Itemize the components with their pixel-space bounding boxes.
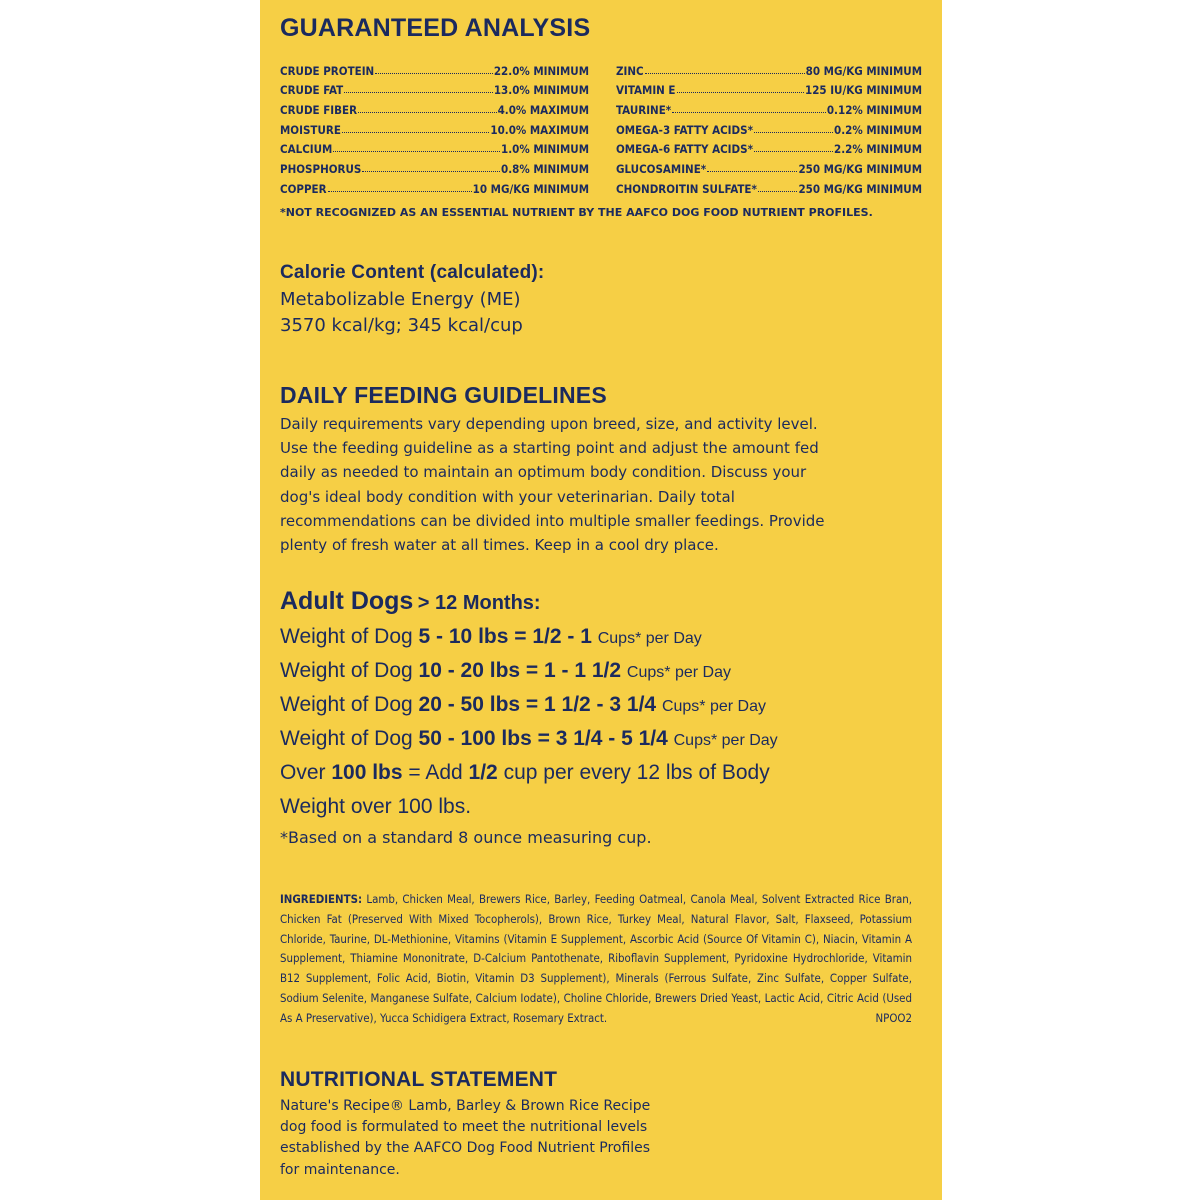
product-code: NPOO2 (875, 1010, 912, 1025)
feeding-row-range: 20 - 50 lbs = 1 1/2 - 3 1/4 (418, 693, 657, 716)
feeding-row-prefix: Weight of Dog (280, 625, 419, 648)
analysis-value: 10 MG/KG MINIMUM (472, 181, 589, 196)
analysis-value: 80 MG/KG MINIMUM (805, 63, 922, 78)
analysis-row (280, 137, 589, 157)
analysis-label: OMEGA-3 FATTY ACIDS* (616, 122, 753, 137)
dot-leader (707, 171, 797, 172)
analysis-row (616, 137, 922, 157)
feeding-row (280, 693, 766, 717)
analysis-value: 0.8% MINIMUM (501, 162, 589, 177)
nutritional-title: NUTRITIONAL STATEMENT (280, 1068, 558, 1091)
analysis-label: VITAMIN E (616, 83, 676, 98)
analysis-value: 13.0% MINIMUM (493, 83, 589, 98)
analysis-row (616, 176, 922, 196)
adult-dogs-heading: Adult Dogs (280, 587, 414, 615)
analysis-label: CHONDROITIN SULFATE* (616, 181, 757, 196)
analysis-label: OMEGA-6 FATTY ACIDS* (616, 142, 753, 157)
analysis-label: CRUDE PROTEIN (280, 63, 375, 78)
feeding-row-range: 5 - 10 lbs = 1/2 - 1 (418, 625, 592, 648)
analysis-value: 22.0% MINIMUM (493, 63, 589, 78)
analysis-row (280, 117, 589, 137)
ingredients-lead: INGREDIENTS: (280, 892, 363, 906)
feeding-row-prefix: Weight of Dog (280, 693, 419, 716)
calorie-title: Calorie Content (calculated): (280, 262, 545, 283)
dot-leader (328, 191, 472, 192)
adult-dogs-age: > 12 Months: (417, 592, 541, 614)
feeding-row-prefix: Weight of Dog (280, 659, 419, 682)
nutritional-body: Nature's Recipe® Lamb, Barley & Brown Rice Recipe dog food is formulated to meet the nutritional levels established by the AAFCO Dog Food Nutrient Profiles for maintenance. (280, 1098, 651, 1178)
analysis-row (280, 156, 589, 176)
analysis-value: 250 MG/KG MINIMUM (798, 162, 922, 177)
analysis-label: CRUDE FAT (280, 83, 344, 98)
feeding-row (280, 727, 778, 751)
analysis-value: 2.2% MINIMUM (834, 142, 922, 157)
feeding-row-unit: Cups* per Day (661, 698, 766, 715)
analysis-row (280, 176, 589, 196)
feeding-row (280, 659, 731, 683)
analysis-row (280, 97, 589, 117)
feeding-row-range: 50 - 100 lbs = 3 1/4 - 5 1/4 (418, 727, 668, 750)
analysis-row (616, 97, 922, 117)
analysis-row (616, 78, 922, 98)
analysis-left-column (280, 58, 589, 196)
over-amount: 1/2 (468, 761, 498, 784)
feeding-row-prefix: Weight of Dog (280, 727, 419, 750)
feeding-row-unit: Cups* per Day (626, 664, 731, 681)
dot-leader (375, 73, 493, 74)
analysis-value: 10.0% MAXIMUM (490, 122, 589, 137)
analysis-label: GLUCOSAMINE* (616, 162, 707, 177)
feeding-row (280, 625, 702, 649)
dot-leader (333, 151, 500, 152)
analysis-footnote: *NOT RECOGNIZED AS AN ESSENTIAL NUTRIENT BY THE AAFCO DOG FOOD NUTRIENT PROFILES. (280, 206, 873, 219)
analysis-label: MOISTURE (280, 122, 341, 137)
analysis-value: 0.2% MINIMUM (834, 122, 922, 137)
analysis-label: TAURINE* (616, 103, 672, 118)
analysis-value: 125 IU/KG MINIMUM (805, 83, 922, 98)
dot-leader (358, 112, 497, 113)
over-100-row (280, 761, 770, 785)
dot-leader (362, 171, 500, 172)
analysis-row (280, 78, 589, 98)
adult-dogs-title (280, 587, 541, 616)
analysis-label: COPPER (280, 181, 327, 196)
calorie-line-2: 3570 kcal/kg; 345 kcal/cup (280, 315, 523, 336)
dot-leader (758, 191, 798, 192)
feeding-body: Daily requirements vary depending upon breed, size, and activity level. Use the feeding guideline as a starting point and adjust the amount fed daily as needed to maintain an optimum body condition. Discuss your dog's ideal body condition with your veterinarian. Daily total recommendations can be divided into multiple smaller feedings. Provide plenty of fresh water at all times. Keep in a cool dry place. (280, 415, 825, 555)
dot-leader (645, 73, 805, 74)
analysis-value: 250 MG/KG MINIMUM (798, 181, 922, 196)
dot-leader (342, 132, 489, 133)
dot-leader (344, 92, 493, 93)
dot-leader (677, 92, 805, 93)
analysis-right-column (616, 58, 922, 196)
over-weight: 100 lbs (331, 761, 403, 784)
analysis-value: 1.0% MINIMUM (501, 142, 589, 157)
over-add: = Add (402, 761, 469, 784)
dot-leader (754, 151, 833, 152)
label-panel (260, 0, 942, 1200)
analysis-label: CALCIUM (280, 142, 333, 157)
over-text: Over (280, 761, 332, 784)
guaranteed-analysis-title: GUARANTEED ANALYSIS (280, 14, 591, 42)
analysis-value: 4.0% MAXIMUM (497, 103, 589, 118)
feeding-row-unit: Cups* per Day (673, 732, 778, 749)
analysis-label: ZINC (616, 63, 644, 78)
analysis-row (616, 156, 922, 176)
analysis-row (616, 58, 922, 78)
analysis-label: PHOSPHORUS (280, 162, 362, 177)
analysis-value: 0.12% MINIMUM (826, 103, 922, 118)
dot-leader (754, 132, 833, 133)
analysis-row (616, 117, 922, 137)
over-rest: cup per every 12 lbs of Body (497, 761, 770, 784)
over-100-row-2: Weight over 100 lbs. (280, 795, 472, 818)
cup-footnote: *Based on a standard 8 ounce measuring cup. (280, 828, 652, 847)
ingredients-block (280, 890, 912, 1029)
feeding-row-range: 10 - 20 lbs = 1 - 1 1/2 (418, 659, 622, 682)
analysis-label: CRUDE FIBER (280, 103, 358, 118)
feeding-row-unit: Cups* per Day (597, 630, 702, 647)
feeding-title: DAILY FEEDING GUIDELINES (280, 382, 607, 408)
calorie-line-1: Metabolizable Energy (ME) (280, 289, 521, 310)
ingredients-text: Lamb, Chicken Meal, Brewers Rice, Barley, Feeding Oatmeal, Canola Meal, Solvent Extracted Rice Bran, Chicken Fat (Preserved With Mixed Tocopherols), Brown Rice, Turkey Meal, Natural Flavor, Salt, Flaxseed, Potassium Chloride, Taurine, DL-Methionine, Vitamins (Vitamin E Supplement, Ascorbic Acid (Source Of Vitamin C), Niacin, Vitamin A Supplement, Thiamine Mononitrate, D-Calcium Pantothenate, Riboflavin Supplement, Pyridoxine Hydrochloride, Vitamin B12 Supplement, Folic Acid, Biotin, Vitamin D3 Supplement), Minerals (Ferrous Sulfate, Zinc Sulfate, Copper Sulfate, Sodium Selenite, Manganese Sulfate, Calcium Iodate), Choline Chloride, Brewers Dried Yeast, Lactic Acid, Citric Acid (Used As A Preservative), Yucca Schidigera Extract, Rosemary Extract. (280, 892, 912, 1025)
analysis-row (280, 58, 589, 78)
dot-leader (672, 112, 826, 113)
